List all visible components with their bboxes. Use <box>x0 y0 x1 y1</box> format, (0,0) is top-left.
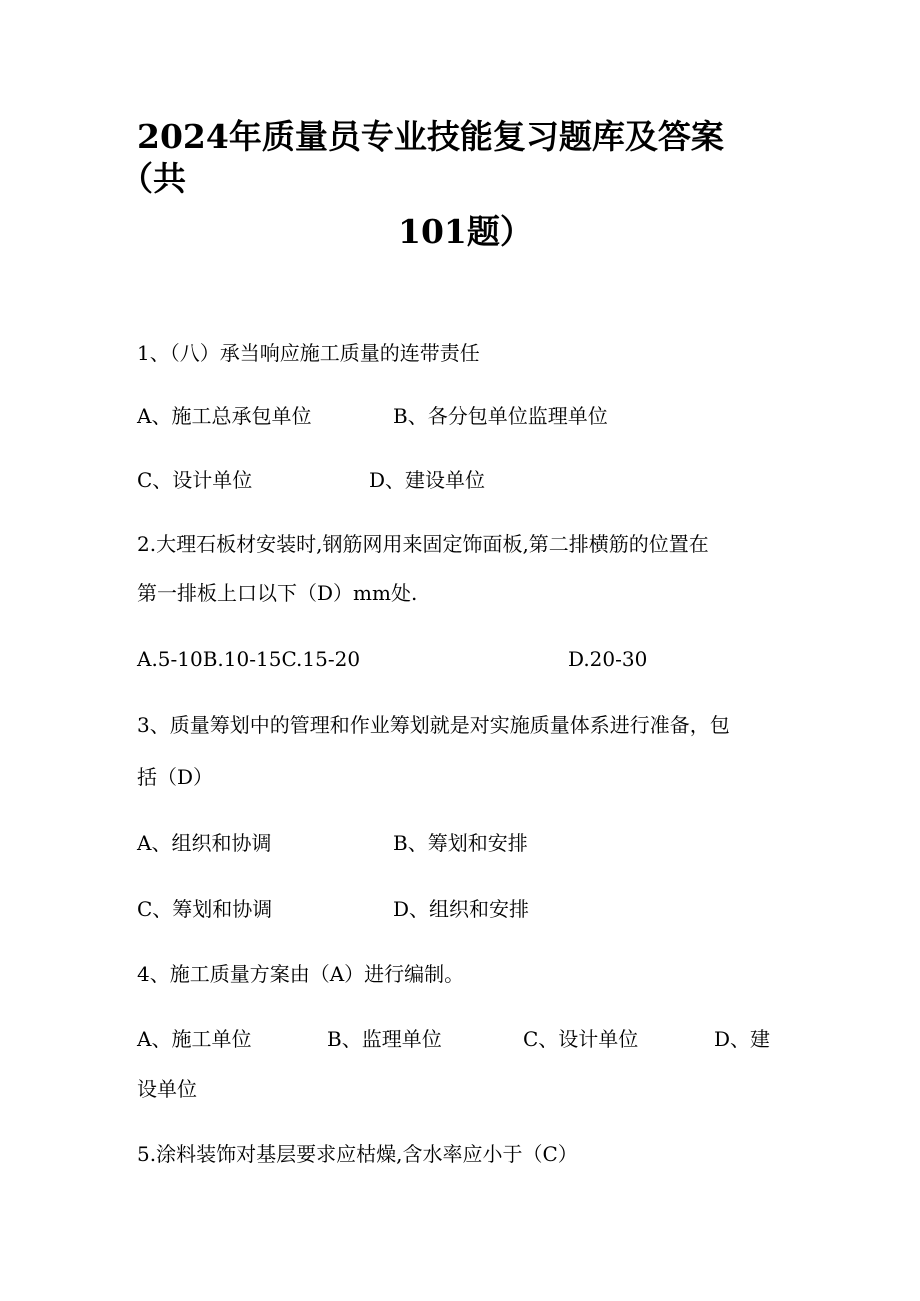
question-4-option-a: A、施工单位 <box>137 1027 252 1051</box>
question-3-stem-line-2: 括（D） <box>137 765 214 789</box>
question-1-option-a: A、施工总承包单位 <box>137 404 312 428</box>
question-2-option-abc: A.5-10B.10-15C.15-20 <box>137 647 361 671</box>
question-2-stem-line-1: 2.大理石板材安装时,钢筋网用来固定饰面板,第二排横筋的位置在 <box>137 532 709 556</box>
question-2-option-d: D.20-30 <box>568 647 648 671</box>
question-4-option-d-continuation: 设单位 <box>137 1077 197 1101</box>
question-1-option-c: C、设计单位 <box>137 468 253 492</box>
question-1-option-d: D、建设单位 <box>369 468 486 492</box>
question-1-stem: 1、（八）承当响应施工质量的连带责任 <box>137 341 480 365</box>
question-3-option-c: C、筹划和协调 <box>137 897 273 921</box>
document-title-line-2: （共 <box>120 159 186 198</box>
question-3-option-d: D、组织和安排 <box>393 897 530 921</box>
document-title-line-3: 101题） <box>398 212 533 251</box>
question-2-stem-line-2: 第一排板上口以下（D）mm处. <box>137 581 418 605</box>
question-4-option-c: C、设计单位 <box>523 1027 639 1051</box>
question-4-option-b: B、监理单位 <box>327 1027 442 1051</box>
question-3-stem-line-1: 3、质量筹划中的管理和作业筹划就是对实施质量体系进行准备，包 <box>137 713 730 737</box>
question-4-stem: 4、施工质量方案由（A）进行编制。 <box>137 962 465 986</box>
question-5-stem: 5.涂料装饰对基层要求应枯燥,含水率应小于（C） <box>137 1142 578 1166</box>
question-1-option-b: B、各分包单位监理单位 <box>393 404 608 428</box>
question-4-option-d: D、建 <box>714 1027 771 1051</box>
document-title-line-1: 2024年质量员专业技能复习题库及答案 <box>137 117 724 156</box>
question-3-option-b: B、筹划和安排 <box>393 831 528 855</box>
question-3-option-a: A、组织和协调 <box>137 831 272 855</box>
